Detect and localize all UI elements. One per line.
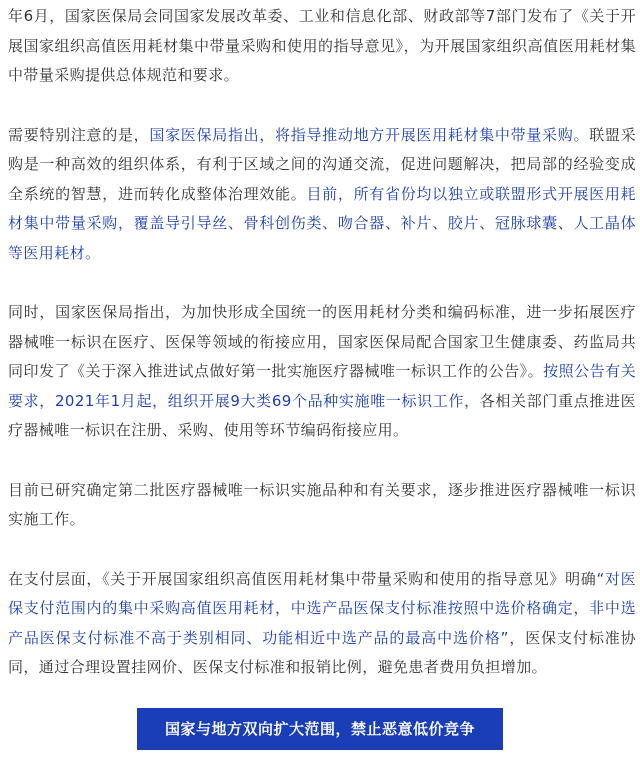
paragraph-2 [8, 121, 636, 269]
paragraph-4-text: 目前已研究确定第二批医疗器械唯一标识实施品种和有关要求，逐步推进医疗器械唯一标识实施工作。 [8, 480, 636, 528]
paragraph-1-text: 年6月，国家医保局会同国家发展改革委、工业和信息化部、财政部等7部门发布了《关于开展国家组织高值医用耗材集中带量采购和使用的指导意见》，为开展国家组织高值医用耗材集中带量采购提供总体规范和要求。 [8, 7, 636, 84]
paragraph-2-highlight-2: 目前，所有省份均以独立或联盟形式开展医用耗材集中带量采购，覆盖导引导丝、骨科创伤类、吻合器、补片、胶片、冠脉球囊、人工晶体等医用耗材。 [8, 184, 637, 262]
paragraph-5-text-2: ，医保支付标准协同，通过合理设置挂网价、医保支付标准和报销比例，避免患者费用负担增加。 [8, 628, 637, 676]
paragraph-3 [8, 298, 636, 446]
paragraph-5 [8, 565, 636, 683]
paragraph-3-text-1: 同时，国家医保局指出，为加快形成全国统一的医用耗材分类和编码标准，进一步拓展医疗器械唯一标识在医疗、医保等领域的衔接应用，国家医保局配合国家卫生健康委、药监局共同印发了《关于深入推进试点做好第一批实施医疗器械唯一标识工作的公告》。 [8, 303, 636, 380]
paragraph-2-highlight-1: 国家医保局指出，将指导推动地方开展医用耗材集中带量采购。 [149, 125, 590, 144]
paragraph-2-text-1: 需要特别注意的是， [8, 125, 150, 144]
paragraph-5-highlight-1: “对医保支付范围内的集中采购高值医用耗材，中选产品医保支付标准按照中选价格确定，非中选产品医保支付标准不高于类别相同、功能相近中选产品的最高中选价格” [8, 569, 636, 647]
paragraph-1 [8, 2, 636, 91]
paragraph-5-text-1: 在支付层面，《关于开展国家组织高值医用耗材集中带量采购和使用的指导意见》明确 [8, 569, 597, 588]
paragraph-3-text-2: 各相关部门重点推进医疗器械唯一标识在注册、采购、使用等环节编码衔接应用。 [8, 391, 636, 439]
paragraph-4 [8, 476, 636, 535]
paragraph-3-highlight-1: 按照公告有关要求，2021年1月起，组织开展9大类69个品种实施唯一标识工作， [8, 362, 636, 410]
cta-container [0, 708, 640, 750]
paragraph-2-text-2: 联盟采购是一种高效的组织体系，有利于区域之间的沟通交流，促进问题解决，把局部的经验变成全系统的智慧，进而转化成整体治理效能。 [8, 125, 637, 203]
section-heading-button[interactable]: 国家与地方双向扩大范围，禁止恶意低价竞争 [137, 708, 503, 750]
